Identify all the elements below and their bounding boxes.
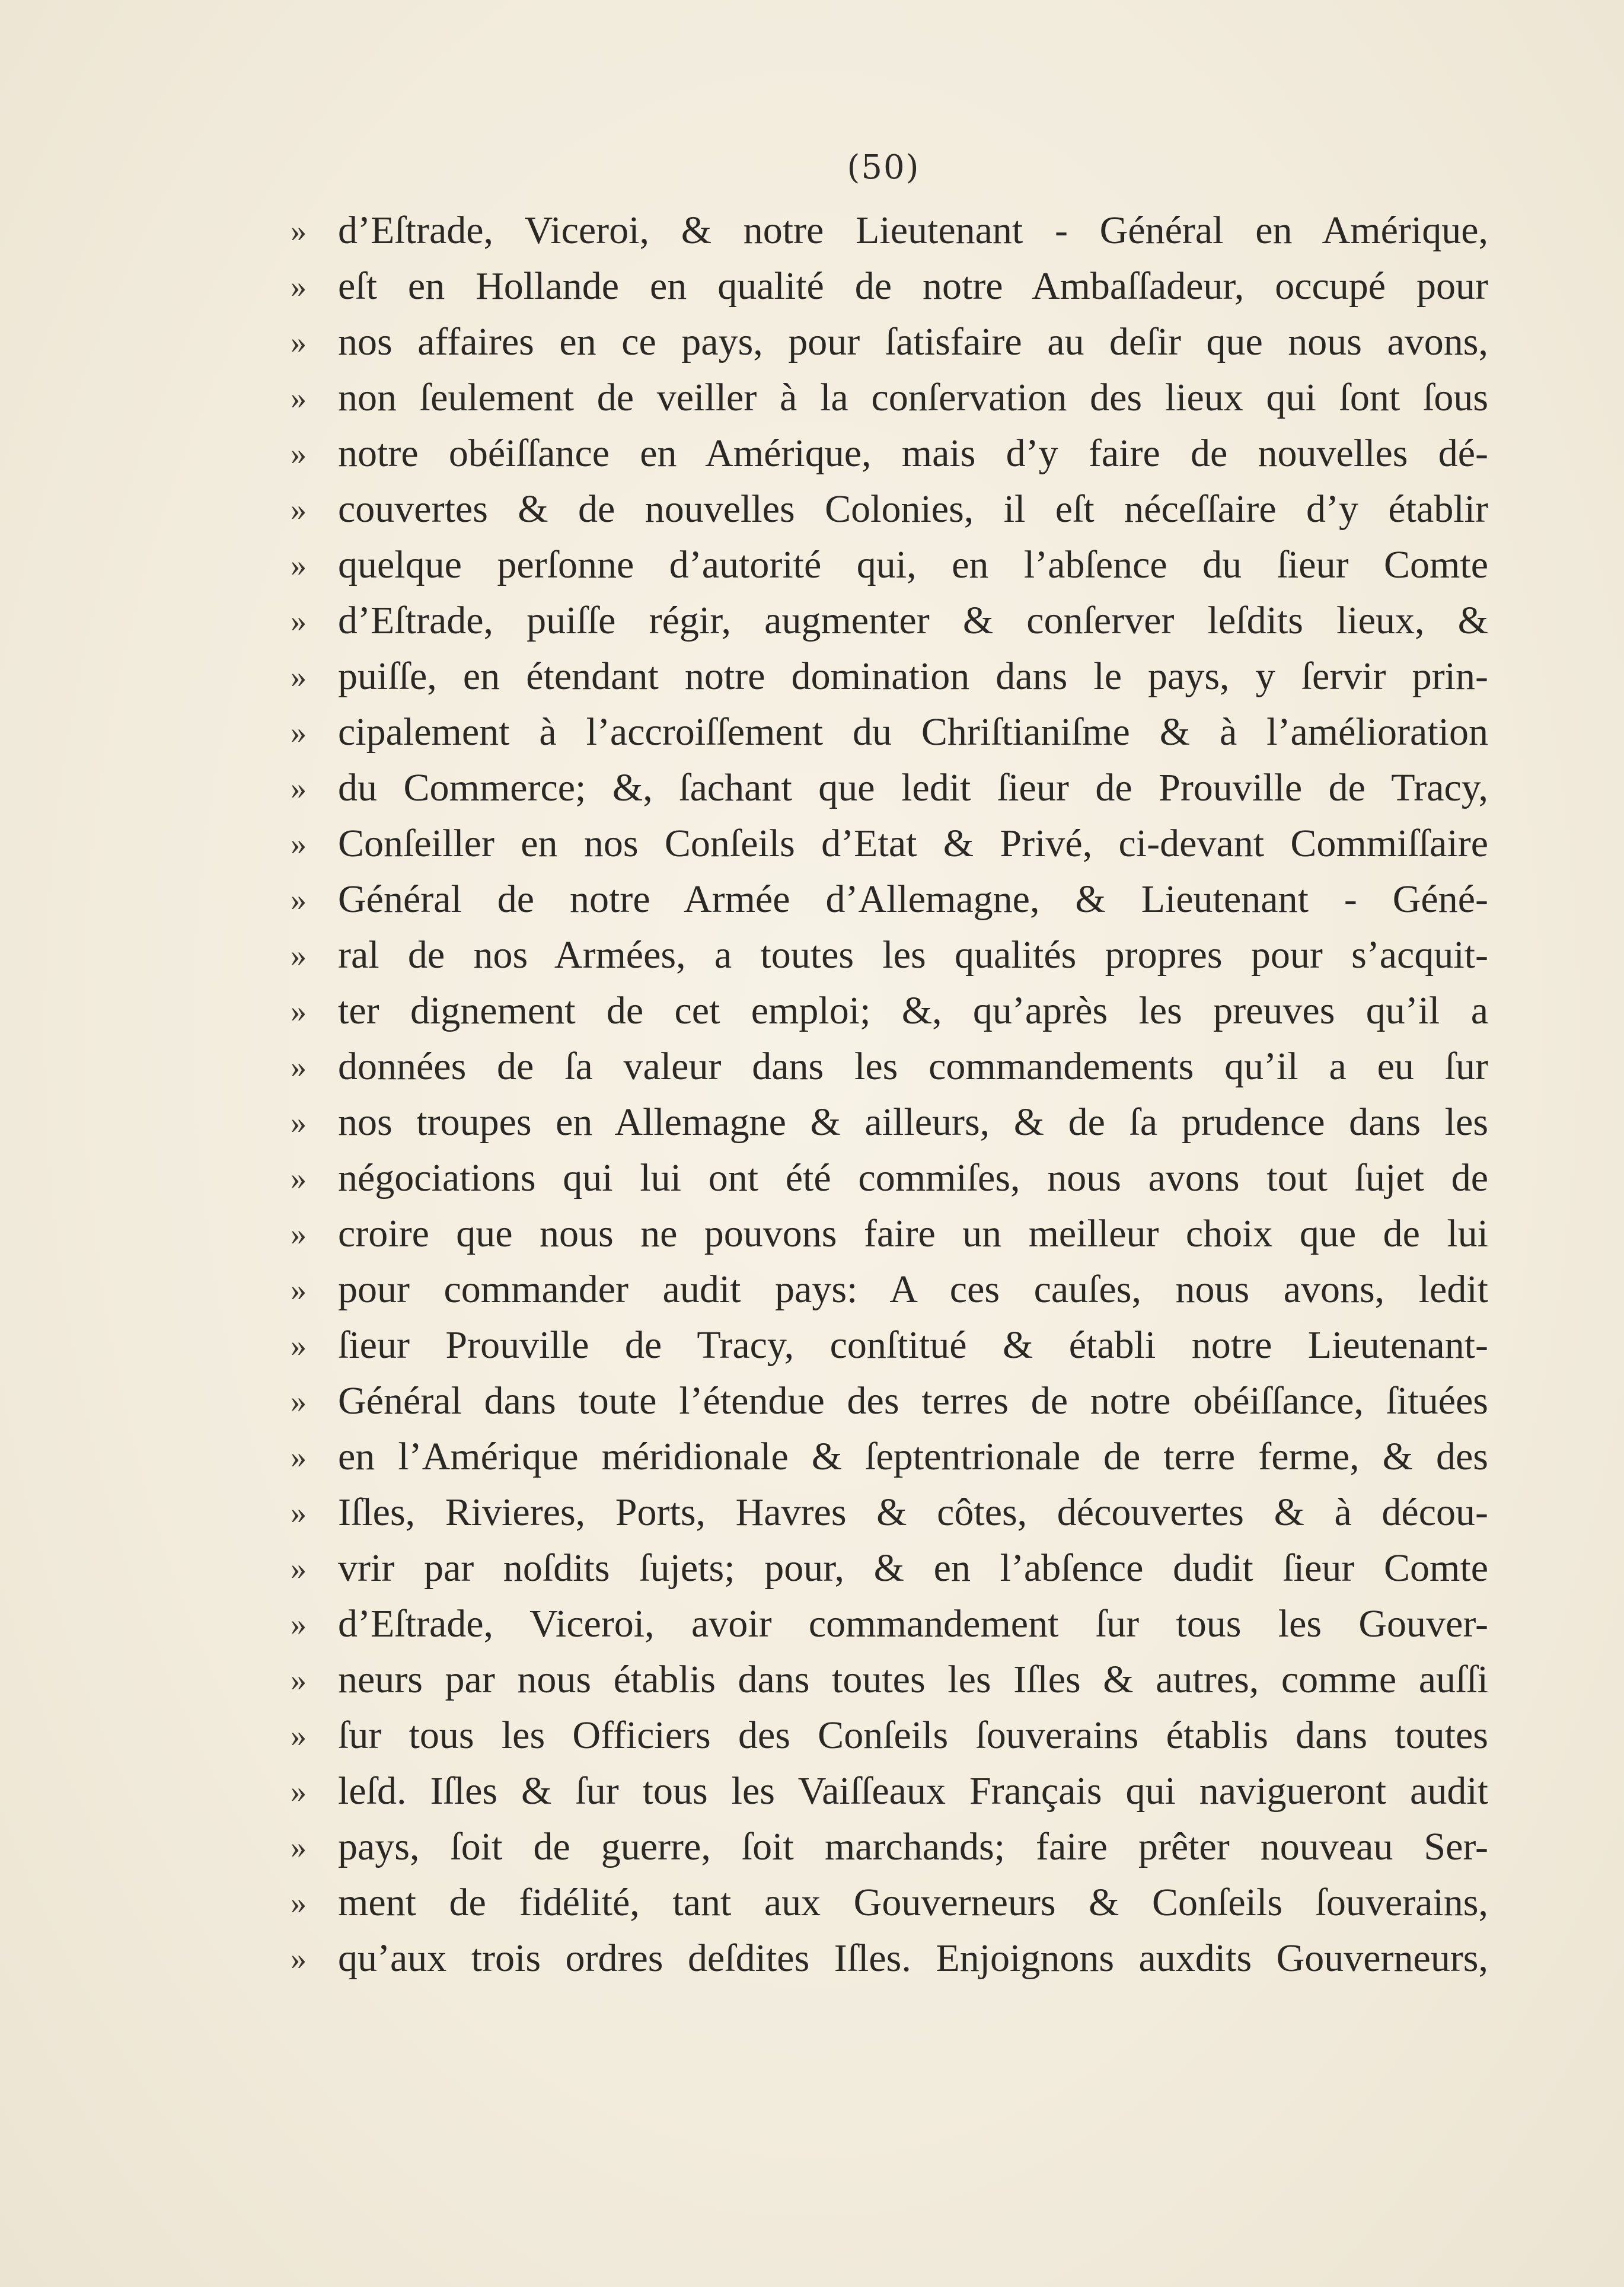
quotation-mark: »	[291, 1495, 307, 1530]
line-text: Général de notre Armée d’Allemagne, & Lieutenant - Géné-	[338, 878, 1488, 921]
line-text: couvertes & de nouvelles Colonies, il eſt néceſſaire d’y établir	[338, 487, 1488, 531]
line-text: du Commerce; &, ſachant que ledit ſieur de Prouville de Tracy,	[338, 766, 1488, 809]
quotation-mark: »	[291, 659, 307, 694]
line-text: pays, ſoit de guerre, ſoit marchands; faire prêter nouveau Ser-	[338, 1825, 1488, 1868]
line-text: nos affaires en ce pays, pour ſatisfaire au deſir que nous avons,	[338, 320, 1488, 363]
line-text: négociations qui lui ont été commiſes, nous avons tout ſujet de	[338, 1156, 1488, 1200]
line-text: pour commander audit pays: A ces cauſes, nous avons, ledit	[338, 1268, 1488, 1311]
line-text: nos troupes en Allemagne & ailleurs, & de ſa prudence dans les	[338, 1101, 1488, 1144]
quotation-mark: »	[291, 1718, 307, 1753]
text-line	[291, 1095, 1488, 1150]
text-line	[291, 760, 1488, 816]
text-line	[291, 649, 1488, 704]
text-line	[291, 314, 1488, 370]
text-line	[291, 1652, 1488, 1708]
line-text: données de ſa valeur dans les commandements qu’il a eu ſur	[338, 1045, 1488, 1088]
line-text: ſur tous les Officiers des Conſeils ſouverains établis dans toutes	[338, 1714, 1488, 1757]
quotation-mark: »	[291, 213, 307, 248]
quotation-mark: »	[291, 1160, 307, 1196]
text-line	[291, 203, 1488, 259]
text-line	[291, 1318, 1488, 1373]
line-text: Iſles, Rivieres, Ports, Havres & côtes, découvertes & à décou-	[338, 1491, 1488, 1534]
line-text: d’Eſtrade, puiſſe régir, augmenter & conſerver leſdits lieux, &	[338, 599, 1488, 642]
quotation-mark: »	[291, 1328, 307, 1363]
line-text: ſieur Prouville de Tracy, conſtitué & établi notre Lieutenant-	[338, 1323, 1488, 1367]
quotation-mark: »	[291, 324, 307, 360]
text-line	[291, 1540, 1488, 1596]
quotation-mark: »	[291, 1774, 307, 1809]
quotation-mark: »	[291, 1383, 307, 1419]
text-line	[291, 927, 1488, 983]
line-text: ter dignement de cet emploi; &, qu’après les preuves qu’il a	[338, 989, 1488, 1032]
line-text: Général dans toute l’étendue des terres de notre obéiſſance, ſituées	[338, 1379, 1488, 1422]
line-text: vrir par noſdits ſujets; pour, & en l’abſence dudit ſieur Comte	[338, 1546, 1488, 1590]
quotation-mark: »	[291, 1105, 307, 1140]
text-line	[291, 1819, 1488, 1875]
quotation-mark: »	[291, 1049, 307, 1085]
line-text: qu’aux trois ordres deſdites Iſles. Enjoignons auxdits Gouverneurs,	[338, 1937, 1488, 1980]
quotation-mark: »	[291, 1606, 307, 1642]
text-line	[291, 1429, 1488, 1485]
body-text	[291, 203, 1488, 1986]
text-line	[291, 1150, 1488, 1206]
line-text: eſt en Hollande en qualité de notre Ambaſſadeur, occupé pour	[338, 264, 1488, 308]
quotation-mark: »	[291, 882, 307, 917]
line-text: croire que nous ne pouvons faire un meilleur choix que de lui	[338, 1212, 1488, 1255]
quotation-mark: »	[291, 1439, 307, 1475]
line-text: non ſeulement de veiller à la conſervation des lieux qui ſont ſous	[338, 376, 1488, 419]
quotation-mark: »	[291, 715, 307, 750]
quotation-mark: »	[291, 826, 307, 862]
text-line	[291, 1206, 1488, 1262]
text-line	[291, 1596, 1488, 1652]
quotation-mark: »	[291, 1829, 307, 1865]
text-line	[291, 1708, 1488, 1763]
quotation-mark: »	[291, 1941, 307, 1976]
line-text: Conſeiller en nos Conſeils d’Etat & Privé, ci-devant Commiſſaire	[338, 822, 1488, 865]
line-text: ment de fidélité, tant aux Gouverneurs & Conſeils ſouverains,	[338, 1881, 1488, 1924]
text-line	[291, 370, 1488, 426]
quotation-mark: »	[291, 603, 307, 639]
quotation-mark: »	[291, 1272, 307, 1307]
text-line	[291, 537, 1488, 593]
line-text: quelque perſonne d’autorité qui, en l’abſence du ſieur Comte	[338, 543, 1488, 586]
line-text: neurs par nous établis dans toutes les Iſles & autres, comme auſſi	[338, 1658, 1488, 1701]
line-text: ral de nos Armées, a toutes les qualités propres pour s’acquit-	[338, 933, 1488, 977]
text-line	[291, 1039, 1488, 1095]
text-line	[291, 259, 1488, 314]
quotation-mark: »	[291, 1551, 307, 1586]
line-text: puiſſe, en étendant notre domination dans le pays, y ſervir prin-	[338, 655, 1488, 698]
text-line	[291, 704, 1488, 760]
text-line	[291, 593, 1488, 649]
text-line	[291, 816, 1488, 872]
quotation-mark: »	[291, 436, 307, 471]
page-number: (50)	[847, 148, 920, 187]
quotation-mark: »	[291, 269, 307, 304]
quotation-mark: »	[291, 492, 307, 527]
quotation-mark: »	[291, 380, 307, 416]
text-line	[291, 1373, 1488, 1429]
quotation-mark: »	[291, 937, 307, 973]
line-text: leſd. Iſles & ſur tous les Vaiſſeaux Français qui navigueront audit	[338, 1769, 1488, 1813]
quotation-mark: »	[291, 1662, 307, 1698]
text-line	[291, 983, 1488, 1039]
text-line	[291, 872, 1488, 927]
text-line	[291, 426, 1488, 481]
text-line	[291, 1763, 1488, 1819]
quotation-mark: »	[291, 993, 307, 1029]
line-text: d’Eſtrade, Viceroi, & notre Lieutenant - Général en Amérique,	[338, 209, 1488, 252]
line-text: d’Eſtrade, Viceroi, avoir commandement ſur tous les Gouver-	[338, 1602, 1488, 1645]
text-line	[291, 1485, 1488, 1540]
quotation-mark: »	[291, 547, 307, 583]
text-line	[291, 1262, 1488, 1318]
line-text: cipalement à l’accroiſſement du Chriſtianiſme & à l’amélioration	[338, 710, 1488, 754]
text-line	[291, 481, 1488, 537]
line-text: notre obéiſſance en Amérique, mais d’y faire de nouvelles dé-	[338, 432, 1488, 475]
quotation-mark: »	[291, 770, 307, 806]
line-text: en l’Amérique méridionale & ſeptentrionale de terre ferme, & des	[338, 1435, 1488, 1478]
quotation-mark: »	[291, 1216, 307, 1252]
text-line	[291, 1875, 1488, 1931]
quotation-mark: »	[291, 1885, 307, 1921]
text-line	[291, 1931, 1488, 1986]
